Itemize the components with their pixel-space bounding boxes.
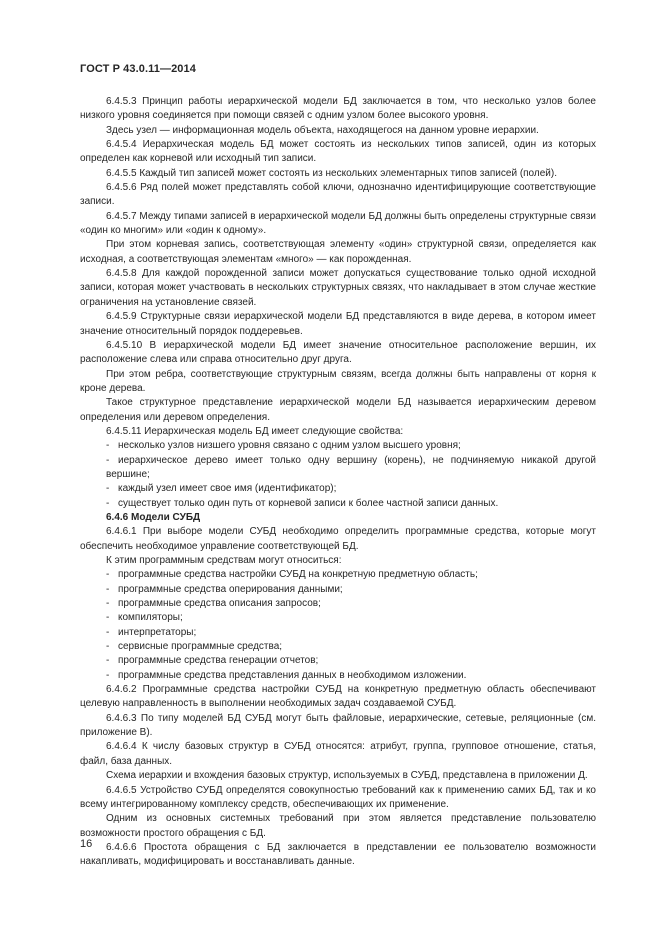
paragraph: При этом корневая запись, соответствующая элементу «один» структурной связи, определяется как исходная, а соответствующая элементам «много» — как порожденная. [80,239,596,265]
list-item-text: программные средства оперирования данными; [118,583,343,595]
paragraph: 6.4.5.10 В иерархической модели БД имеет значение относительное расположение вершин, их расположение слева или справа относительно друг друга. [80,339,596,366]
list-dash: - [106,483,110,495]
list-dash: - [106,641,110,653]
paragraph: 6.4.5.11 Иерархическая модель БД имеет следующие свойства: [106,425,404,437]
list-dash: - [106,598,110,610]
list-item [80,568,596,582]
list-dash: - [106,497,110,509]
paragraph: 6.4.6.6 Простота обращения с БД заключается в представлении ее пользователю возможности накапливать, модифицировать и восстанавливать данные. [80,841,596,868]
list-item [80,482,596,496]
paragraph: 6.4.5.4 Иерархическая модель БД может состоять из нескольких типов записей, один из которых определен как корневой или исходный тип записи. [80,139,596,165]
paragraph: 6.4.6.2 Программные средства настройки СУБД на конкретную предметную область обеспечивают целевую направленность в выполнении необходимых задач создаваемой СУБД. [80,684,596,710]
paragraph: 6.4.6.3 По типу моделей БД СУБД могут быть файловые, иерархические, сетевые, реляционные (см. приложение В). [80,712,596,739]
paragraph: 6.4.5.6 Ряд полей может представлять собой ключи, однозначно идентифицирующие соответствующие записи. [80,182,596,208]
paragraph: 6.4.5.7 Между типами записей в иерархической модели БД должны быть определены структурные связи «один ко многим» или «один к одному». [80,210,596,237]
list-item-text: программные средства описания запросов; [118,598,321,610]
document-header: ГОСТ Р 43.0.11—2014 [80,63,196,75]
list-dash: - [106,626,110,638]
list-item-text: компиляторы; [118,612,183,624]
list-item-text: сервисные программные средства; [118,641,283,653]
list-dash: - [106,440,110,452]
list-item [80,497,596,511]
list-item [80,640,596,654]
list-dash: - [106,655,110,667]
paragraph: 6.4.5.5 Каждый тип записей может состоять из нескольких элементарных типов записей (полей). [106,167,557,179]
list-item-text: программные средства представления данных в необходимом изложении. [118,669,467,681]
paragraph: Здесь узел — информационная модель объекта, находящегося на данном уровне иерархии. [106,124,539,136]
paragraph: Схема иерархии и вхождения базовых структур, используемых в СУБД, представлена в приложении Д. [106,770,588,782]
paragraph: 6.4.5.8 Для каждой порожденной записи может допускаться существование только одной исходной записи, которая может участвовать в нескольких структурных связях, что накладывает в этом случае жесткие ограничения на установление связей. [80,268,596,308]
section-heading: 6.4.6 Модели СУБД [106,511,201,523]
list-item [80,611,596,625]
list-item-text: несколько узлов низшего уровня связано с одним узлом высшего уровня; [118,440,461,452]
list-dash: - [106,454,110,466]
list-dash: - [106,569,110,581]
paragraph: При этом ребра, соответствующие структурным связям, всегда должны быть направлены от корня к кроне дерева. [80,368,596,394]
list-item [80,583,596,597]
list-item-text: программные средства генерации отчетов; [118,655,319,667]
list-item [80,454,596,483]
list-item-text: иерархическое дерево имеет только одну вершину (корень), не подчиняемую никакой другой вершине; [106,454,596,480]
list-item [80,669,596,683]
list-item-text: интерпретаторы; [118,626,197,638]
paragraph: Такое структурное представление иерархической модели БД называется иерархическим деревом определения или деревом определения. [80,397,596,423]
paragraph: 6.4.6.5 Устройство СУБД определятся совокупностью требований как к применению самих БД, так и ко всему интегрированному комплексу средств, обеспечивающих их применение. [80,784,596,810]
list-item [80,439,596,453]
page-number: 16 [80,838,93,850]
list-item [80,654,596,668]
list-dash: - [106,583,110,595]
paragraph: 6.4.6.1 При выборе модели СУБД необходимо определить программные средства, которые могут обеспечить необходимое управление соответствующей БД. [80,526,596,552]
document-body [80,95,596,870]
paragraph: 6.4.6.4 К числу базовых структур в СУБД относятся: атрибут, группа, групповое отношение, статья, файл, база данных. [80,741,596,767]
paragraph: 6.4.5.9 Структурные связи иерархической модели БД представляются в виде дерева, в котором имеет значение относительный порядок поддеревьев. [80,311,596,337]
paragraph: К этим программным средствам могут относиться: [106,555,342,566]
paragraph: Одним из основных системных требований при этом является представление пользователю возможности простого обращения с БД. [80,813,596,839]
list-item [80,626,596,640]
list-item-text: каждый узел имеет свое имя (идентификатор); [118,483,337,495]
paragraph: 6.4.5.3 Принцип работы иерархической модели БД заключается в том, что несколько узлов более низкого уровня соединяется при помощи связей с одним узлом более высокого уровня. [80,96,596,122]
list-item-text: существует только один путь от корневой записи к более частной записи данных. [118,497,499,509]
list-item [80,597,596,611]
list-dash: - [106,669,110,681]
list-item-text: программные средства настройки СУБД на конкретную предметную область; [118,569,478,581]
list-dash: - [106,612,110,624]
